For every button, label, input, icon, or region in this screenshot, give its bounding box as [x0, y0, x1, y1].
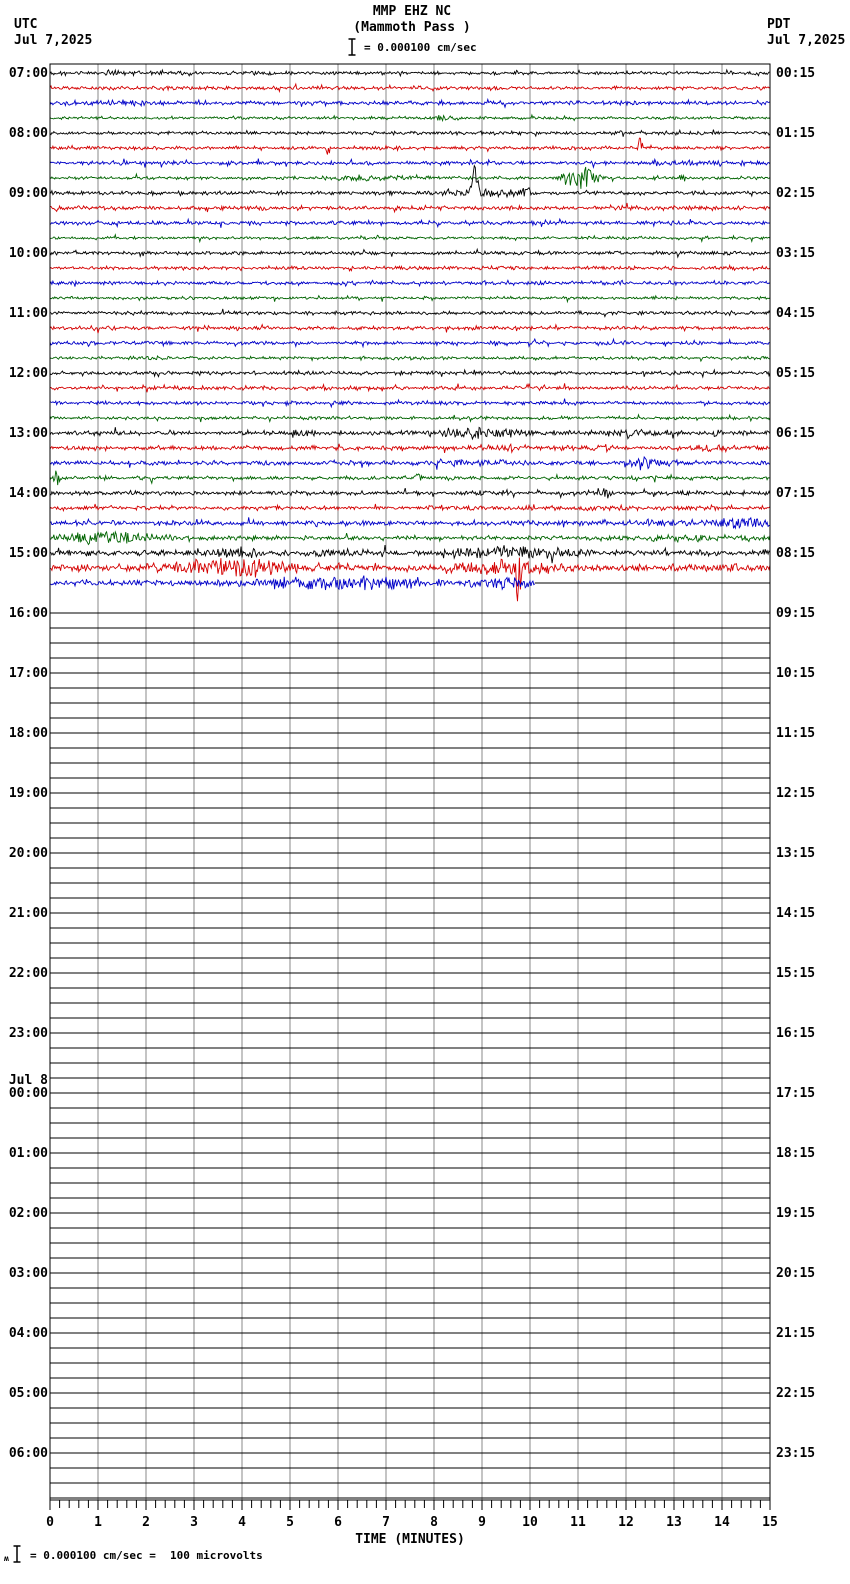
utc-time-label: 21:00 [8, 906, 48, 921]
axis-tick-label: 7 [382, 1515, 390, 1530]
pdt-time-label: 21:15 [776, 1326, 816, 1341]
trace-10-30 [50, 280, 770, 286]
utc-time-label: 01:00 [8, 1146, 48, 1161]
trace-10-15 [50, 265, 770, 270]
utc-time-label: 22:00 [8, 966, 48, 981]
utc-date: Jul 7,2025 [14, 33, 93, 48]
trace-13-15 [50, 444, 770, 453]
pdt-time-label: 05:15 [776, 366, 816, 381]
utc-time-label: 02:00 [8, 1206, 48, 1221]
axis-tick-label: 1 [94, 1515, 102, 1530]
pdt-time-label: 07:15 [776, 486, 816, 501]
utc-time-label: 15:00 [8, 546, 48, 561]
utc-time-label: 08:00 [8, 126, 48, 141]
trace-14-45 [50, 532, 770, 545]
trace-13-45 [50, 471, 770, 485]
axis-tick-label: 6 [334, 1515, 342, 1530]
trace-09-00 [50, 166, 770, 197]
axis-tick-label: 3 [190, 1515, 198, 1530]
utc-time-label: 14:00 [8, 486, 48, 501]
trace-09-15 [50, 203, 770, 212]
axis-tick-label: 9 [478, 1515, 486, 1530]
trace-10-45 [50, 296, 770, 302]
scale-indicator [349, 39, 477, 55]
pdt-time-label: 12:15 [776, 786, 816, 801]
pdt-time-label: 01:15 [776, 126, 816, 141]
pdt-time-label: 09:15 [776, 606, 816, 621]
axis-tick-label: 2 [142, 1515, 150, 1530]
pdt-time-label: 06:15 [776, 426, 816, 441]
pdt-time-label: 15:15 [776, 966, 816, 981]
note-scale-text: = 0.000100 cm/sec = [30, 1549, 156, 1562]
axis-title: TIME (MINUTES) [355, 1532, 465, 1547]
utc-time-label: 07:00 [8, 66, 48, 81]
trace-07-00 [50, 70, 770, 76]
trace-11-45 [50, 356, 770, 361]
pdt-time-label: 16:15 [776, 1026, 816, 1041]
pdt-time-label: 19:15 [776, 1206, 816, 1221]
trace-14-30 [50, 517, 770, 528]
axis-tick-label: 13 [666, 1515, 682, 1530]
utc-time-label: 13:00 [8, 426, 48, 441]
trace-07-30 [50, 100, 770, 108]
pdt-time-label: 20:15 [776, 1266, 816, 1281]
trace-08-30 [50, 159, 770, 168]
pdt-time-label: 18:15 [776, 1146, 816, 1161]
pdt-time-label: 23:15 [776, 1446, 816, 1461]
utc-time-label: 18:00 [8, 726, 48, 741]
trace-08-00 [50, 130, 770, 137]
pdt-date: Jul 7,2025 [767, 33, 846, 48]
trace-14-00 [50, 488, 770, 498]
pdt-time-label: 00:15 [776, 66, 816, 81]
utc-time-label: 16:00 [8, 606, 48, 621]
trace-15-30 [50, 576, 535, 591]
axis-tick-label: 4 [238, 1515, 246, 1530]
utc-label: UTC [14, 17, 38, 32]
trace-07-45 [50, 115, 770, 121]
pdt-time-label: 17:15 [776, 1086, 816, 1101]
trace-09-45 [50, 235, 770, 242]
time-axis [46, 1500, 778, 1530]
axis-tick-label: 15 [762, 1515, 778, 1530]
pdt-time-label: 13:15 [776, 846, 816, 861]
trace-07-15 [50, 84, 770, 91]
utc-time-label: 09:00 [8, 186, 48, 201]
axis-tick-label: 5 [286, 1515, 294, 1530]
pdt-time-label: 10:15 [776, 666, 816, 681]
trace-08-15 [50, 138, 770, 154]
utc-time-label: 10:00 [8, 246, 48, 261]
pdt-time-label: 04:15 [776, 306, 816, 321]
scale-label: = 0.000100 cm/sec [364, 41, 477, 54]
utc-time-label: 04:00 [8, 1326, 48, 1341]
pdt-time-label: 14:15 [776, 906, 816, 921]
utc-time-label: 05:00 [8, 1386, 48, 1401]
trace-10-00 [50, 249, 770, 257]
trace-12-15 [50, 383, 770, 392]
utc-time-label: 23:00 [8, 1026, 48, 1041]
trace-11-00 [50, 309, 770, 317]
note-marker-icon: ʍ [4, 1554, 9, 1563]
utc-time-label: 19:00 [8, 786, 48, 801]
pdt-time-label: 11:15 [776, 726, 816, 741]
pdt-time-label: 02:15 [776, 186, 816, 201]
trace-14-15 [50, 504, 770, 511]
axis-tick-label: 8 [430, 1515, 438, 1530]
station-title: MMP EHZ NC [372, 4, 452, 19]
utc-time-label: 20:00 [8, 846, 48, 861]
utc-time-label: 00:00 [8, 1086, 48, 1101]
utc-time-label: 17:00 [8, 666, 48, 681]
utc-time-label: 06:00 [8, 1446, 48, 1461]
trace-11-15 [50, 325, 770, 334]
axis-tick-label: 14 [714, 1515, 730, 1530]
pdt-label: PDT [767, 17, 791, 32]
plot-border [50, 64, 770, 1500]
pdt-time-label: 03:15 [776, 246, 816, 261]
trace-12-30 [50, 399, 770, 407]
axis-tick-label: 0 [46, 1515, 54, 1530]
trace-09-30 [50, 219, 770, 228]
note-value-text: 100 microvolts [170, 1549, 263, 1562]
trace-12-00 [50, 370, 770, 377]
trace-08-45 [50, 167, 770, 189]
trace-12-45 [50, 415, 770, 422]
axis-tick-label: 11 [570, 1515, 586, 1530]
trace-13-00 [50, 427, 770, 439]
utc-time-label: 11:00 [8, 306, 48, 321]
pdt-time-label: 08:15 [776, 546, 816, 561]
trace-11-30 [50, 339, 770, 347]
trace-15-00 [50, 545, 770, 563]
utc-day-label: Jul 8 [8, 1073, 48, 1088]
utc-time-label: 03:00 [8, 1266, 48, 1281]
footer-note [4, 1546, 263, 1563]
axis-tick-label: 10 [522, 1515, 538, 1530]
utc-time-label: 12:00 [8, 366, 48, 381]
helicorder-plot [9, 64, 815, 1500]
axis-tick-label: 12 [618, 1515, 634, 1530]
trace-13-30 [50, 457, 770, 470]
station-location: (Mammoth Pass ) [353, 20, 471, 35]
pdt-time-label: 22:15 [776, 1386, 816, 1401]
